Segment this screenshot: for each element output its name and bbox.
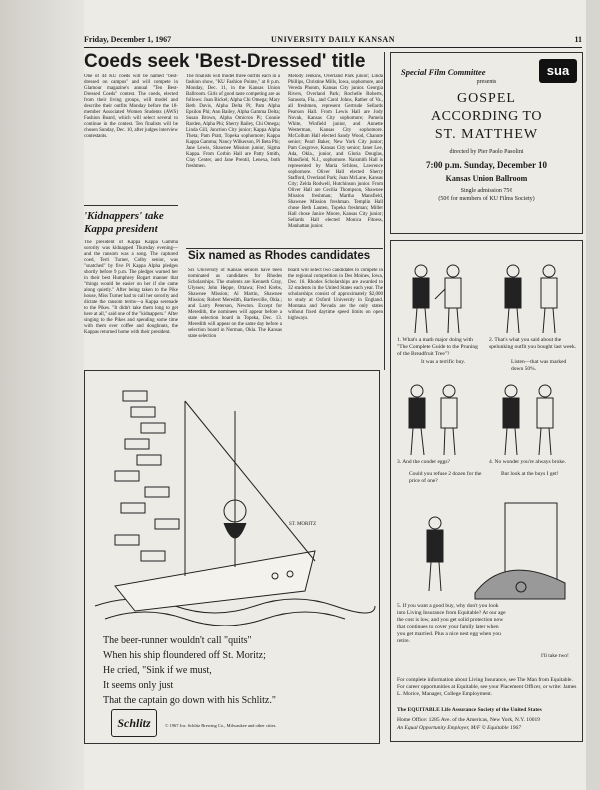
- kidnappers-headline: 'Kidnappers' take Kappa president: [84, 210, 164, 235]
- divider: [186, 248, 383, 249]
- equitable-reply-2: Listen—that was marked down 50%.: [511, 359, 567, 372]
- film-director: directed by Pier Paolo Pasolini: [449, 149, 524, 155]
- best-dressed-col-2: The finalists will model three outfits each in a fashion show, "KU Fashion Pointe," at 8 p.m. Monday, Dec. 11, in the Kansas Union Ballroom. Girls of good taste competing are as follows: Joan Bickel; Alpha Chi Omega; Mary Beth Davis, Alpha Delta Pi; Pam Alpha Epsilon Phi; Ann Bailey, Alpha Gamma Delta; Susan Brown, Alpha Omicron Pi; Connie Rarden, Alpha Phi; Sherry Bailey, Chi Omega; Linda Gill, Junction City junior; Kappa Alpha Theta; Pam Pratt, Topeka sophomore; Kappa Kappa Gamma; Nancy Wilkerson, Pi Beta Phi; Jane Lewis, Shawnee Mission junior, Sigma Kappa. From Corbin Hall are Patty Smith, Clay Center, and Jane Prentil, Lenexa, both freshmen.: [186, 74, 280, 169]
- best-dressed-col-3: Melody Jenkins, Overland Park junior; Linda Phillips, Christine Mills, Iowa, sophomore, and Vereda Phonm, Kansas City junior. Georgia Rivers, Overland Park; Rochelle Roberts, Sarasota, Fla., and Carol Johns, Rather of Va., all freshmen, represent Gertrude Sellards Pearson Hall. From Lewis Hall are Jody Novak, Kansas City sophomore; Pamela White, Winfield junior, and Annette Westerman, Kansas City sophomore. McCollum Hall elected Sandy Wood, Chanute senior; Pearl Baker, New York City junior; Pam Cosgrove, Kansas City senior; Janet Lee, Ada, Okla., junior, and Gloria Douglas, Mansfield, N.J., sophomore. Naismith Hall is represented by Maria Schloss, Lawrence sophomore. Oliver Hall elected Sherry Stafford, Overland Park; Joan McLane, Kansas City; Zelda Rodwell, Hutchinson junior. From Oliver Hall are Cecilia Thompson, Shawnee Mission freshman; Martha Mansfield, Shawnee Mission freshman. Templin Hall chose Beth Lauten, Topeka freshman; Miller Hall chose Janice Moore, Kansas City junior; Sellards Hall elected Monica Fitness, Manhattan junior.: [288, 74, 383, 229]
- rhodes-col-1: Six University of Kansas seniors have been nominated as candidates for Rhodes Scholarships. The students are Kenneth Gray, Ulysses; John Heppe, Ottawa; Fred Krebs, Shawnee Mission; Al Martin, Shawnee Mission; Robert Meredith, Bartlesville, Okla.; and Larry Peterson, Newton. Except for Meredith, the nominees will appear before a state selection board in Topeka, Dec. 13. Meredith will appear on the same day before a selection board in Norman, Okla. The Kansas state selection: [188, 268, 282, 339]
- film-ad: [390, 52, 583, 234]
- film-title-line-3: ST. MATTHEW: [434, 127, 539, 142]
- film-title-line-2: ACCORDING TO: [431, 109, 542, 124]
- equitable-company-name: The EQUITABLE Life Assurance Society of the United States: [397, 707, 542, 713]
- schlitz-poem: [103, 633, 373, 708]
- equitable-caption-3: 3. And the conder eggs?: [397, 459, 450, 465]
- equitable-reply-3: Could you refuse 2 dozen for the price of one?: [409, 471, 482, 484]
- poem-line-5: That the captain go down with his Schlitz.": [103, 695, 276, 706]
- equitable-reply-1: It was a terrific buy.: [421, 359, 466, 365]
- page-header: [84, 33, 582, 48]
- poem-line-2: When his ship floundered off St. Moritz;: [103, 650, 266, 661]
- header-page-number: 11: [574, 35, 582, 44]
- page-edge: [586, 0, 600, 790]
- equitable-address: Home Office: 1285 Ave. of the Americas, New York, N.Y. 10019: [397, 717, 540, 723]
- header-paper-name: UNIVERSITY DAILY KANSAN: [271, 35, 395, 44]
- film-committee-label: Special Film Committee: [401, 67, 486, 77]
- equitable-caption-4: 4. No wonder you're always broke.: [489, 459, 566, 465]
- ship-name-label: ST. MORITZ: [289, 522, 317, 527]
- rhodes-col-2: board will select two candidates to compete in the regional competition in Des Moines, Iowa, Dec. 16. Rhodes Scholarships are awarded to 32 students in the United States each year. The scholarships consist of approximately $2,000 to study at Oxford University in England. Montana and Nevada are the only states without fixed daytime speed limits on open highways.: [288, 268, 383, 321]
- poem-line-4: It seems only just: [103, 680, 174, 691]
- equitable-cartoon-illustration: [391, 241, 582, 741]
- sua-logo: sua: [539, 59, 577, 83]
- film-presents: presents: [476, 79, 497, 85]
- equitable-caption-5: 5. If you want a good buy, why don't you look into Living Insurance from Equitable? At our age the cost is low, and you get solid protection now that continues to cover your family later when you get married. Plus a nice nest egg when you retire.: [397, 603, 506, 644]
- best-dressed-headline: Coeds seek 'Best-Dressed' title: [84, 51, 366, 72]
- equitable-ad: [390, 240, 583, 742]
- equitable-eeo: An Equal Opportunity Employer, M/F © Equitable 1967: [397, 725, 521, 731]
- equitable-caption-2: 2. That's what you said about the spelunking outfit you bought last week.: [489, 337, 577, 350]
- header-date: Friday, December 1, 1967: [84, 35, 172, 44]
- schlitz-logo: Schlitz: [111, 709, 157, 737]
- schlitz-fine-print: © 1967 Jos. Schlitz Brewing Co., Milwaukee and other cities.: [165, 723, 277, 728]
- divider: [84, 205, 178, 206]
- kidnappers-body: The president of Kappa Kappa Gamma sorority was kidnapped Thursday evening—and the ransom was a song. The captured coed, Terri Turner, Colby senior, was "snatched" by five Pi Kappa Alpha pledges shortly before 9 p.m. The pledges warned her in their best Humphrey Bogart manner that "things would be easier on her if she came along quietly." After being taken to the Pike house, Miss Turner had to call her sorority and dictate the ransom terms—a Kappa serenade to the Pikes. "It didn't take them long to get here at all," said one of the "kidnappers." After singing to the Pikes and spending some time with them over coffee and doughnuts, the Kappas returned home with their president.: [84, 240, 178, 335]
- film-time: 7:00 p.m. Sunday, December 10: [425, 160, 548, 170]
- film-admission: Single admission 75¢: [460, 188, 513, 194]
- film-location: Kansas Union Ballroom: [445, 174, 528, 183]
- film-title-line-1: GOSPEL: [457, 91, 516, 106]
- equitable-reply-4: But look at the buys I get!: [501, 471, 559, 477]
- rhodes-headline: Six named as Rhodes candidates: [188, 250, 371, 262]
- column-rule: [384, 52, 385, 370]
- poem-line-1: The beer-runner wouldn't call "quits": [103, 635, 252, 646]
- ship-cartoon-illustration: [85, 371, 379, 626]
- equitable-reply-5: I'll take two!: [541, 653, 569, 659]
- equitable-footer-info: For complete information about Living Insurance, see The Man from Equitable. For career opportunities at Equitable, see your Placement Officer, or write: James L. Morice, Manager, College Employment.: [397, 677, 577, 697]
- film-admission-members: (50¢ for members of KU Films Society): [438, 196, 535, 202]
- schlitz-ad: [84, 370, 380, 744]
- best-dressed-col-1: One of 44 KU coeds will be named "best-dressed on campus" and will compete in Glamour magazine's annual "Ten Best-Dressed Coeds" contest. The coeds, elected from their living groups, will model and describe their outfits Monday before the 18-member Associated Women Students (AWS) Fashion Board, which will select several to continue in the contest. Ten finalists will be chosen Sunday, Dec. 10, after judges interview contestants.: [84, 74, 178, 139]
- poem-line-3: He cried, "Sink if we must,: [103, 665, 212, 676]
- page-gutter-shadow: [0, 0, 84, 790]
- equitable-caption-1: 1. What's a math major doing with "The Complete Guide to the Pruning of the Breadfruit Tree"?: [397, 337, 478, 357]
